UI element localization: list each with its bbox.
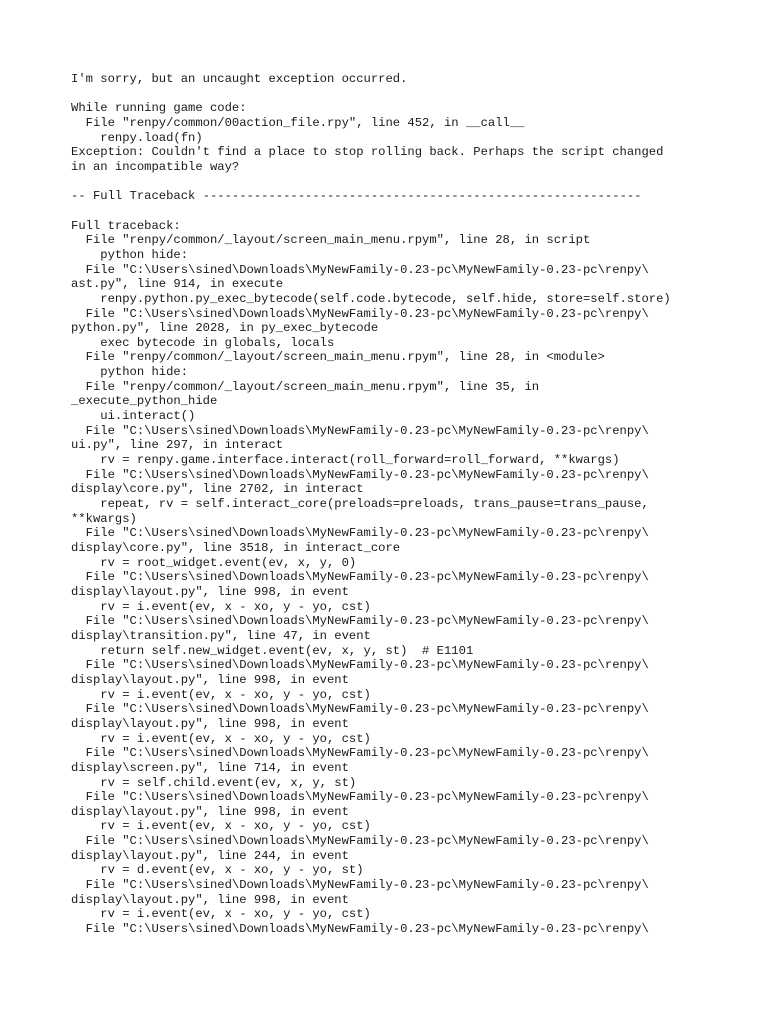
traceback-line: rv = i.event(ev, x - xo, y - yo, cst)	[71, 731, 371, 746]
traceback-line: rv = i.event(ev, x - xo, y - yo, cst)	[71, 907, 371, 922]
traceback-line: File "C:\Users\sined\Downloads\MyNewFamily-0.23-pc\MyNewFamily-0.23-pc\renpy\	[71, 746, 649, 761]
traceback-line: display\layout.py", line 998, in event	[71, 672, 349, 687]
traceback-line: renpy.load(fn)	[71, 130, 203, 145]
traceback-line: File "C:\Users\sined\Downloads\MyNewFamily-0.23-pc\MyNewFamily-0.23-pc\renpy\	[71, 423, 649, 438]
traceback-line: **kwargs)	[71, 511, 137, 526]
traceback-line: display\layout.py", line 998, in event	[71, 584, 349, 599]
traceback-line: File "C:\Users\sined\Downloads\MyNewFamily-0.23-pc\MyNewFamily-0.23-pc\renpy\	[71, 834, 649, 849]
traceback-line: ui.py", line 297, in interact	[71, 438, 284, 453]
traceback-line: I'm sorry, but an uncaught exception occurred.	[71, 72, 408, 86]
traceback-line: display\core.py", line 2702, in interact	[71, 482, 364, 497]
traceback-line: File "C:\Users\sined\Downloads\MyNewFamily-0.23-pc\MyNewFamily-0.23-pc\renpy\	[71, 878, 649, 893]
traceback-line: File "renpy/common/_layout/screen_main_menu.rpym", line 28, in <module>	[71, 350, 605, 365]
traceback-line: display\layout.py", line 244, in event	[71, 848, 349, 863]
traceback-line: File "C:\Users\sined\Downloads\MyNewFamily-0.23-pc\MyNewFamily-0.23-pc\renpy\	[71, 262, 649, 277]
traceback-line: rv = self.child.event(ev, x, y, st)	[71, 775, 357, 790]
traceback-line: python hide:	[71, 247, 189, 262]
traceback-line: return self.new_widget.event(ev, x, y, st) # E1101	[71, 643, 474, 658]
traceback-line: rv = i.event(ev, x - xo, y - yo, cst)	[71, 687, 371, 702]
traceback-line: File "C:\Users\sined\Downloads\MyNewFamily-0.23-pc\MyNewFamily-0.23-pc\renpy\	[71, 570, 649, 585]
traceback-line	[71, 175, 711, 190]
traceback-line: Exception: Couldn't find a place to stop rolling back. Perhaps the script changed	[71, 145, 664, 160]
traceback-line: File "C:\Users\sined\Downloads\MyNewFamily-0.23-pc\MyNewFamily-0.23-pc\renpy\	[71, 658, 649, 673]
traceback-line: File "renpy/common/_layout/screen_main_menu.rpym", line 28, in script	[71, 233, 591, 248]
traceback-line: renpy.python.py_exec_bytecode(self.code.bytecode, self.hide, store=self.store)	[71, 291, 671, 306]
traceback-line	[71, 204, 711, 219]
traceback-line: File "C:\Users\sined\Downloads\MyNewFamily-0.23-pc\MyNewFamily-0.23-pc\renpy\	[71, 306, 649, 321]
traceback-line: display\core.py", line 3518, in interact_core	[71, 541, 401, 555]
traceback-line: rv = d.event(ev, x - xo, y - yo, st)	[71, 863, 364, 878]
traceback-line: File "C:\Users\sined\Downloads\MyNewFamily-0.23-pc\MyNewFamily-0.23-pc\renpy\	[71, 467, 649, 482]
traceback-line: -- Full Traceback ------------------------------------------------------------	[71, 189, 642, 204]
traceback-line	[71, 87, 711, 102]
traceback-line: File "renpy/common/_layout/screen_main_menu.rpym", line 35, in	[71, 379, 540, 394]
traceback-line: ui.interact()	[71, 409, 196, 424]
traceback-line: ast.py", line 914, in execute	[71, 277, 284, 292]
traceback-line: repeat, rv = self.interact_core(preloads=preloads, trans_pause=trans_pause,	[71, 497, 649, 512]
traceback-line: display\screen.py", line 714, in event	[71, 760, 349, 775]
traceback-line: File "C:\Users\sined\Downloads\MyNewFamily-0.23-pc\MyNewFamily-0.23-pc\renpy\	[71, 922, 649, 937]
traceback-line: rv = root_widget.event(ev, x, y, 0)	[71, 555, 357, 570]
traceback-line: display\layout.py", line 998, in event	[71, 804, 349, 819]
traceback-line: exec bytecode in globals, locals	[71, 335, 335, 350]
traceback-line: File "C:\Users\sined\Downloads\MyNewFamily-0.23-pc\MyNewFamily-0.23-pc\renpy\	[71, 790, 649, 805]
traceback-line: File "renpy/common/00action_file.rpy", line 452, in __call__	[71, 115, 525, 130]
traceback-line: rv = renpy.game.interface.interact(roll_forward=roll_forward, **kwargs)	[71, 453, 620, 468]
traceback-line: File "C:\Users\sined\Downloads\MyNewFamily-0.23-pc\MyNewFamily-0.23-pc\renpy\	[71, 614, 649, 629]
traceback-line: File "C:\Users\sined\Downloads\MyNewFamily-0.23-pc\MyNewFamily-0.23-pc\renpy\	[71, 702, 649, 717]
traceback-line: python hide:	[71, 365, 189, 380]
traceback-line: Full traceback:	[71, 218, 181, 233]
traceback-line: File "C:\Users\sined\Downloads\MyNewFamily-0.23-pc\MyNewFamily-0.23-pc\renpy\	[71, 526, 649, 541]
traceback-line: display\layout.py", line 998, in event	[71, 892, 349, 907]
traceback-text	[71, 72, 711, 937]
traceback-line: in an incompatible way?	[71, 159, 240, 174]
traceback-line: python.py", line 2028, in py_exec_bytecode	[71, 321, 379, 336]
traceback-line: While running game code:	[71, 101, 247, 116]
traceback-line: rv = i.event(ev, x - xo, y - yo, cst)	[71, 819, 371, 834]
traceback-line: display\layout.py", line 998, in event	[71, 716, 349, 731]
traceback-line: display\transition.py", line 47, in event	[71, 628, 371, 643]
traceback-line: rv = i.event(ev, x - xo, y - yo, cst)	[71, 599, 371, 614]
traceback-line: _execute_python_hide	[71, 394, 218, 409]
